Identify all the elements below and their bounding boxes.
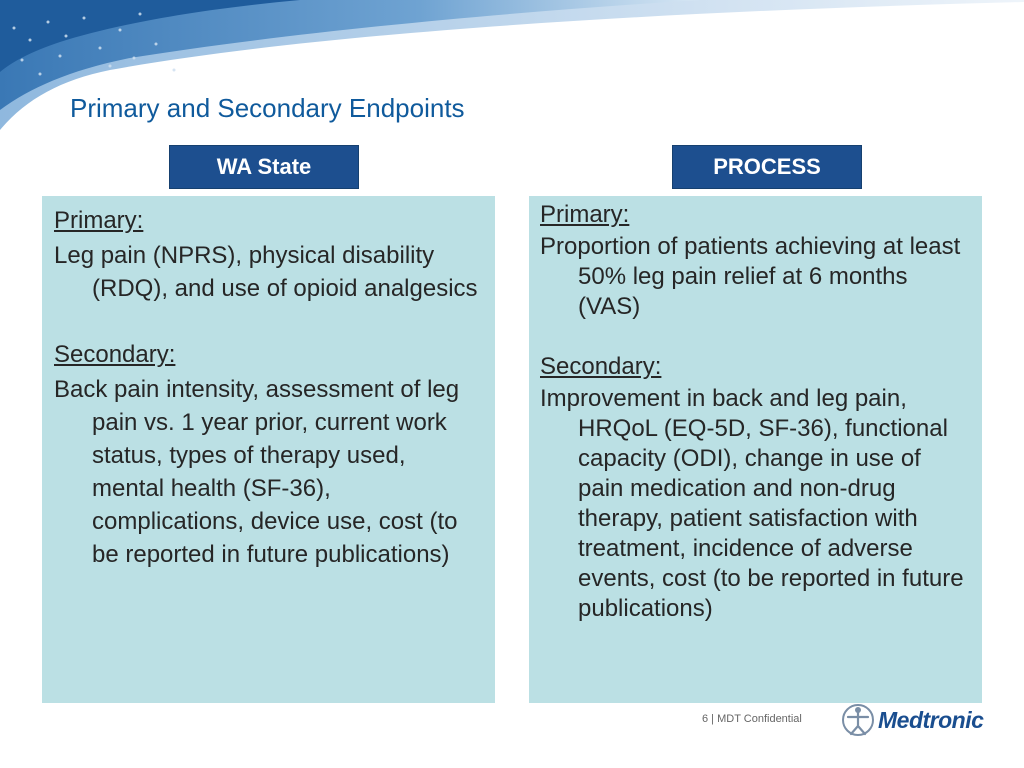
secondary-text: Back pain intensity, assessment of leg pain vs. 1 year prior, current work status, types of therapy used, mental health (SF-36), complications, device use, cost (to be reported in future publications) xyxy=(54,376,460,568)
secondary-text: Improvement in back and leg pain, HRQoL (EQ-5D, SF-36), functional capacity (ODI), change in use of pain medication and non-drug therapy, patient satisfaction with treatment, incidence of adverse events, cost (to be reported in future publications) xyxy=(540,385,964,622)
footer-page-info: 6 | MDT Confidential xyxy=(702,713,802,725)
primary-text: Proportion of patients achieving at least 50% leg pain relief at 6 months (VAS) xyxy=(540,233,961,320)
slide-title: Primary and Secondary Endpoints xyxy=(70,93,465,123)
primary-label: Primary: xyxy=(540,201,630,228)
process-endpoints-panel xyxy=(529,196,982,703)
secondary-label: Secondary: xyxy=(54,341,176,368)
wa-state-endpoints-panel xyxy=(42,196,495,703)
primary-label: Primary: xyxy=(54,207,144,234)
column-header-process: PROCESS xyxy=(673,146,861,188)
column-header-wa-state: WA State xyxy=(170,146,358,188)
primary-text: Leg pain (NPRS), physical disability (RDQ), and use of opioid analgesics xyxy=(54,242,478,302)
medtronic-figure-icon xyxy=(840,702,876,738)
medtronic-logo xyxy=(840,702,983,738)
secondary-label: Secondary: xyxy=(540,353,662,380)
logo-text: Medtronic xyxy=(878,706,984,733)
